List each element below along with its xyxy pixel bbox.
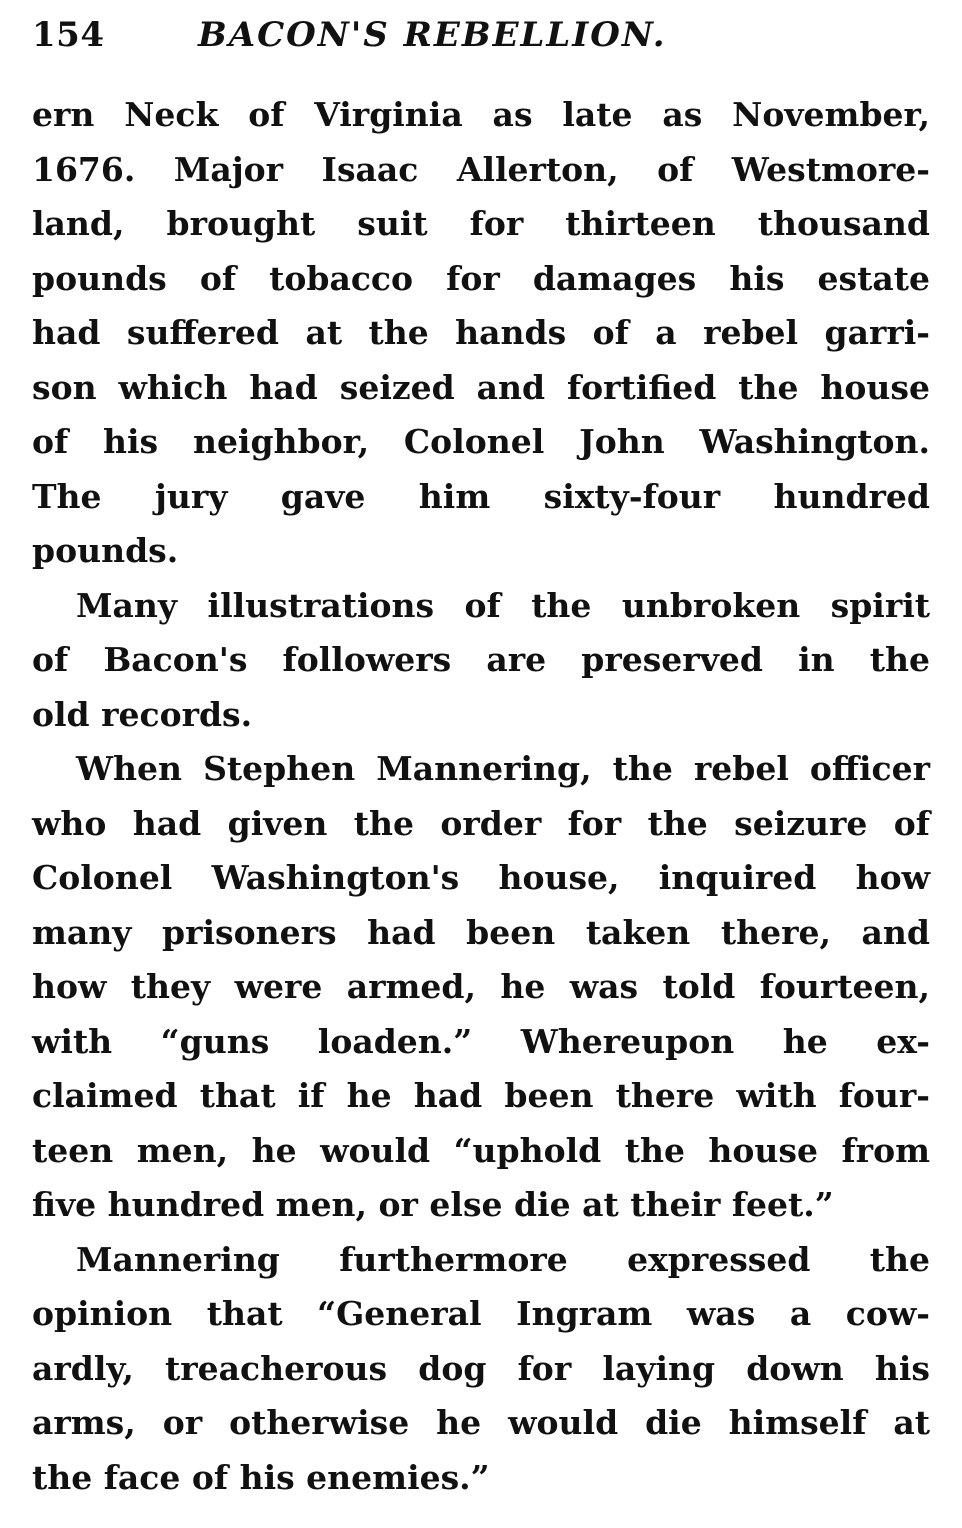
text-line: opinion that “General Ingram was a cow-	[32, 1294, 930, 1333]
text-line: claimed that if he had been there with four-	[32, 1076, 930, 1115]
running-title: BACON'S REBELLION.	[198, 15, 667, 55]
text-line: how they were armed, he was told fourteen,	[32, 967, 930, 1006]
text-line: with “guns loaden.” Whereupon he ex-	[32, 1021, 930, 1061]
paragraph-4	[32, 1233, 930, 1506]
text-line: Mannering furthermore expressed the	[76, 1239, 930, 1279]
text-line: land, brought suit for thirteen thousand	[32, 204, 930, 243]
text-line: old records.	[32, 694, 253, 734]
text-line: many prisoners had been taken there, and	[32, 912, 930, 952]
text-line: son which had seized and fortified the house	[32, 367, 930, 407]
body-text	[32, 88, 930, 1505]
page-number: 154	[32, 15, 105, 55]
paragraph-3	[32, 742, 930, 1233]
text-line: When Stephen Mannering, the rebel officer	[76, 749, 930, 788]
text-line: of Bacon's followers are preserved in the	[32, 640, 930, 679]
text-line: had suffered at the hands of a rebel garri-	[32, 313, 930, 352]
text-line: teen men, he would “uphold the house from	[32, 1130, 930, 1170]
paragraph-2	[32, 579, 930, 743]
paragraph-1	[32, 88, 930, 579]
running-head	[32, 10, 930, 60]
text-line: five hundred men, or else die at their feet.”	[32, 1185, 834, 1224]
text-line: arms, or otherwise he would die himself at	[32, 1403, 930, 1442]
text-line: the face of his enemies.”	[32, 1457, 490, 1497]
text-line: Many illustrations of the unbroken spirit	[76, 585, 930, 625]
text-line: pounds.	[32, 531, 179, 570]
text-line: pounds of tobacco for damages his estate	[32, 258, 930, 298]
text-line: 1676. Major Isaac Allerton, of Westmore-	[32, 149, 930, 189]
text-line: ardly, treacherous dog for laying down his	[32, 1348, 930, 1388]
book-page	[32, 0, 930, 1528]
text-line: ern Neck of Virginia as late as November,	[32, 95, 930, 134]
text-line: The jury gave him sixty-four hundred	[32, 476, 930, 516]
text-line: who had given the order for the seizure of	[32, 803, 930, 843]
text-line: Colonel Washington's house, inquired how	[32, 858, 930, 897]
text-line: of his neighbor, Colonel John Washington.	[32, 422, 930, 461]
